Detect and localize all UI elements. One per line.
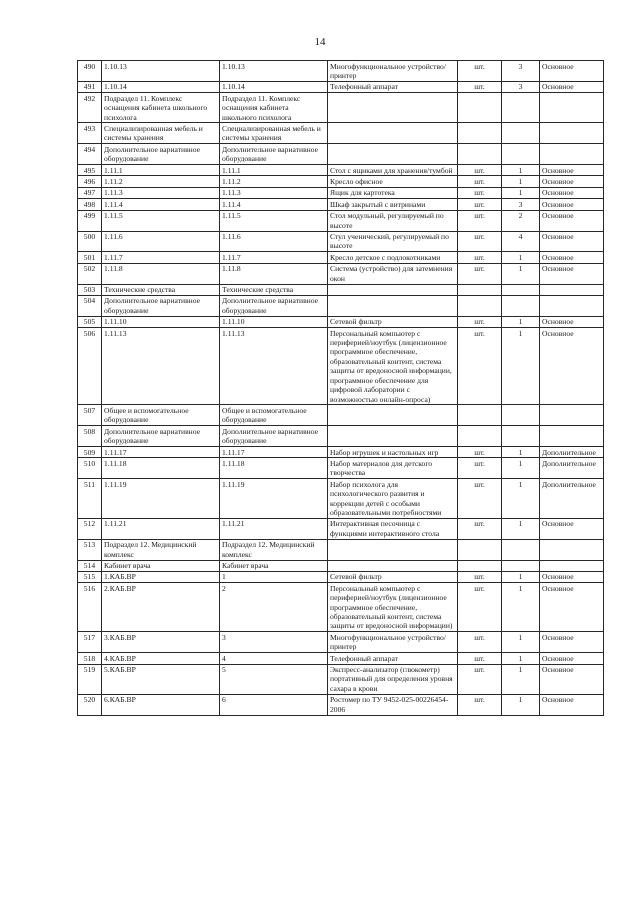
quantity-cell [502, 144, 540, 165]
table-row [78, 316, 604, 327]
row-number-cell: 517 [78, 632, 102, 653]
item-code-cell: 3 [220, 632, 328, 653]
section-code-cell: 1.10.14 [102, 81, 220, 92]
row-number-cell: 516 [78, 583, 102, 632]
quantity-cell [502, 560, 540, 571]
unit-cell [458, 295, 502, 316]
item-name-cell: Многофункциональное устройство/принтер [328, 632, 458, 653]
item-code-cell: 1.11.7 [220, 252, 328, 263]
table-row [78, 295, 604, 316]
table-row [78, 426, 604, 447]
category-cell [540, 123, 604, 144]
item-name-cell [328, 426, 458, 447]
category-cell: Основное [540, 653, 604, 664]
section-code-cell: 2.КАБ.ВР [102, 583, 220, 632]
unit-cell: шт. [458, 479, 502, 519]
section-code-cell: Дополнительное вариативное оборудование [102, 426, 220, 447]
section-code-cell: 1.11.13 [102, 328, 220, 405]
quantity-cell: 1 [502, 328, 540, 405]
row-number-cell: 498 [78, 199, 102, 210]
row-number-cell: 518 [78, 653, 102, 664]
table-row [78, 694, 604, 715]
section-code-cell: 5.КАБ.ВР [102, 664, 220, 694]
section-code-cell: 1.11.1 [102, 165, 220, 176]
table-row [78, 165, 604, 176]
item-name-cell: Сетевой фильтр [328, 316, 458, 327]
category-cell: Основное [540, 316, 604, 327]
item-name-cell: Персональный компьютер с периферией/ноутбук (лицензионное программное обеспечение, образовательный контент, система защиты от вредоносной информации, программное обеспечение для цифровой лаборатории с возможностью онлайн-опроса) [328, 328, 458, 405]
item-code-cell: 1.11.5 [220, 210, 328, 231]
table-row [78, 93, 604, 123]
unit-cell: шт. [458, 328, 502, 405]
category-cell: Основное [540, 176, 604, 187]
quantity-cell: 3 [502, 199, 540, 210]
table-row [78, 560, 604, 571]
section-code-cell: 1.11.4 [102, 199, 220, 210]
quantity-cell: 1 [502, 165, 540, 176]
table-row [78, 61, 604, 82]
section-code-cell: 1.11.7 [102, 252, 220, 263]
table-row [78, 123, 604, 144]
unit-cell [458, 144, 502, 165]
row-number-cell: 507 [78, 405, 102, 426]
category-cell: Основное [540, 263, 604, 284]
unit-cell: шт. [458, 210, 502, 231]
section-code-cell: Технические средства [102, 284, 220, 295]
unit-cell: шт. [458, 231, 502, 252]
unit-cell: шт. [458, 518, 502, 539]
item-name-cell: Кресло детское с подлокотниками [328, 252, 458, 263]
quantity-cell: 1 [502, 252, 540, 263]
item-code-cell: Дополнительное вариативное оборудование [220, 426, 328, 447]
category-cell: Основное [540, 252, 604, 263]
unit-cell [458, 560, 502, 571]
unit-cell [458, 93, 502, 123]
category-cell: Основное [540, 328, 604, 405]
quantity-cell: 1 [502, 479, 540, 519]
unit-cell [458, 284, 502, 295]
quantity-cell: 1 [502, 447, 540, 458]
quantity-cell [502, 405, 540, 426]
quantity-cell [502, 284, 540, 295]
section-code-cell: Дополнительное вариативное оборудование [102, 295, 220, 316]
quantity-cell: 3 [502, 81, 540, 92]
row-number-cell: 513 [78, 539, 102, 560]
section-code-cell: 1.11.10 [102, 316, 220, 327]
quantity-cell [502, 123, 540, 144]
unit-cell: шт. [458, 447, 502, 458]
quantity-cell: 1 [502, 653, 540, 664]
table-row [78, 518, 604, 539]
item-code-cell: 2 [220, 583, 328, 632]
unit-cell: шт. [458, 81, 502, 92]
row-number-cell: 519 [78, 664, 102, 694]
item-name-cell [328, 405, 458, 426]
row-number-cell: 491 [78, 81, 102, 92]
item-code-cell: Подраздел 12. Медицинский комплекс [220, 539, 328, 560]
category-cell: Основное [540, 583, 604, 632]
row-number-cell: 497 [78, 187, 102, 198]
row-number-cell: 490 [78, 61, 102, 82]
quantity-cell: 1 [502, 632, 540, 653]
table-row [78, 664, 604, 694]
section-code-cell: 1.10.13 [102, 61, 220, 82]
category-cell: Дополнительное [540, 479, 604, 519]
unit-cell [458, 123, 502, 144]
section-code-cell: Общее и вспомогательное оборудование [102, 405, 220, 426]
item-code-cell: 1.11.17 [220, 447, 328, 458]
unit-cell: шт. [458, 187, 502, 198]
row-number-cell: 501 [78, 252, 102, 263]
row-number-cell: 508 [78, 426, 102, 447]
unit-cell: шт. [458, 316, 502, 327]
table-row [78, 144, 604, 165]
quantity-cell [502, 539, 540, 560]
row-number-cell: 509 [78, 447, 102, 458]
row-number-cell: 495 [78, 165, 102, 176]
table-row [78, 231, 604, 252]
category-cell: Основное [540, 199, 604, 210]
item-code-cell: 1.11.8 [220, 263, 328, 284]
item-name-cell: Телефонный аппарат [328, 653, 458, 664]
category-cell [540, 426, 604, 447]
unit-cell: шт. [458, 263, 502, 284]
unit-cell: шт. [458, 632, 502, 653]
category-cell [540, 144, 604, 165]
item-code-cell: 1.10.13 [220, 61, 328, 82]
item-code-cell: Общее и вспомогательное оборудование [220, 405, 328, 426]
table-row [78, 458, 604, 479]
row-number-cell: 515 [78, 571, 102, 582]
item-name-cell: Шкаф закрытый с витринами [328, 199, 458, 210]
unit-cell: шт. [458, 694, 502, 715]
row-number-cell: 503 [78, 284, 102, 295]
item-name-cell: Набор материалов для детского творчества [328, 458, 458, 479]
table-row [78, 252, 604, 263]
category-cell: Основное [540, 231, 604, 252]
item-code-cell: Подраздел 11. Комплекс оснащения кабинета школьного психолога [220, 93, 328, 123]
item-name-cell [328, 295, 458, 316]
category-cell: Основное [540, 61, 604, 82]
section-code-cell: 4.КАБ.ВР [102, 653, 220, 664]
item-name-cell: Набор психолога для психологического развития и коррекции детей с особыми образовательными потребностями [328, 479, 458, 519]
unit-cell: шт. [458, 571, 502, 582]
row-number-cell: 505 [78, 316, 102, 327]
category-cell: Основное [540, 694, 604, 715]
section-code-cell: 1.11.5 [102, 210, 220, 231]
item-code-cell: 1.11.10 [220, 316, 328, 327]
unit-cell [458, 539, 502, 560]
row-number-cell: 511 [78, 479, 102, 519]
row-number-cell: 492 [78, 93, 102, 123]
item-name-cell: Ящик для картотека [328, 187, 458, 198]
item-name-cell: Система (устройство) для затемнения окон [328, 263, 458, 284]
item-name-cell: Ростомер по ТУ 9452-025-00226454-2006 [328, 694, 458, 715]
row-number-cell: 504 [78, 295, 102, 316]
category-cell: Основное [540, 518, 604, 539]
table-row [78, 328, 604, 405]
section-code-cell: 1.11.6 [102, 231, 220, 252]
table-row [78, 653, 604, 664]
section-code-cell: 3.КАБ.ВР [102, 632, 220, 653]
row-number-cell: 520 [78, 694, 102, 715]
section-code-cell: 1.11.2 [102, 176, 220, 187]
quantity-cell [502, 295, 540, 316]
quantity-cell [502, 426, 540, 447]
quantity-cell: 2 [502, 210, 540, 231]
section-code-cell: 1.11.18 [102, 458, 220, 479]
section-code-cell: 1.КАБ.ВР [102, 571, 220, 582]
quantity-cell: 3 [502, 61, 540, 82]
row-number-cell: 493 [78, 123, 102, 144]
item-code-cell: 6 [220, 694, 328, 715]
section-code-cell: 1.11.19 [102, 479, 220, 519]
item-name-cell: Стол модульный, регулируемый по высоте [328, 210, 458, 231]
table-row [78, 81, 604, 92]
category-cell [540, 284, 604, 295]
category-cell: Основное [540, 187, 604, 198]
category-cell: Основное [540, 165, 604, 176]
category-cell [540, 405, 604, 426]
item-name-cell [328, 284, 458, 295]
category-cell [540, 560, 604, 571]
table-row [78, 176, 604, 187]
quantity-cell: 1 [502, 316, 540, 327]
quantity-cell: 1 [502, 458, 540, 479]
item-name-cell [328, 560, 458, 571]
category-cell: Основное [540, 210, 604, 231]
unit-cell: шт. [458, 458, 502, 479]
unit-cell [458, 405, 502, 426]
item-name-cell [328, 144, 458, 165]
table-row [78, 447, 604, 458]
category-cell: Основное [540, 632, 604, 653]
quantity-cell: 1 [502, 583, 540, 632]
table-row [78, 583, 604, 632]
section-code-cell: 1.11.3 [102, 187, 220, 198]
item-name-cell: Кресло офисное [328, 176, 458, 187]
item-code-cell: 1.11.21 [220, 518, 328, 539]
quantity-cell: 1 [502, 187, 540, 198]
section-code-cell: Подраздел 11. Комплекс оснащения кабинета школьного психолога [102, 93, 220, 123]
row-number-cell: 510 [78, 458, 102, 479]
table-row [78, 210, 604, 231]
section-code-cell: Подраздел 12. Медицинский комплекс [102, 539, 220, 560]
equipment-table [77, 60, 604, 716]
section-code-cell: 6.КАБ.ВР [102, 694, 220, 715]
row-number-cell: 512 [78, 518, 102, 539]
unit-cell: шт. [458, 653, 502, 664]
row-number-cell: 500 [78, 231, 102, 252]
unit-cell: шт. [458, 252, 502, 263]
item-code-cell: 1.11.18 [220, 458, 328, 479]
item-name-cell [328, 539, 458, 560]
unit-cell: шт. [458, 61, 502, 82]
table-row [78, 405, 604, 426]
table-row [78, 263, 604, 284]
item-code-cell: Специализированная мебель и системы хранения [220, 123, 328, 144]
item-name-cell: Сетевой фильтр [328, 571, 458, 582]
equipment-table-body [78, 61, 604, 716]
unit-cell: шт. [458, 583, 502, 632]
table-row [78, 539, 604, 560]
item-name-cell: Набор игрушек и настольных игр [328, 447, 458, 458]
item-code-cell: 1.11.1 [220, 165, 328, 176]
item-name-cell: Экспресс-анализатор (глюкометр) портативный для определения уровня сахара в крови [328, 664, 458, 694]
row-number-cell: 502 [78, 263, 102, 284]
quantity-cell [502, 93, 540, 123]
quantity-cell: 1 [502, 664, 540, 694]
row-number-cell: 496 [78, 176, 102, 187]
unit-cell [458, 426, 502, 447]
category-cell [540, 539, 604, 560]
unit-cell: шт. [458, 165, 502, 176]
item-name-cell: Телефонный аппарат [328, 81, 458, 92]
category-cell: Дополнительное [540, 458, 604, 479]
row-number-cell: 499 [78, 210, 102, 231]
page-number: 14 [314, 36, 326, 48]
section-code-cell: 1.11.21 [102, 518, 220, 539]
quantity-cell: 1 [502, 176, 540, 187]
item-code-cell: 1.11.13 [220, 328, 328, 405]
category-cell: Основное [540, 664, 604, 694]
unit-cell: шт. [458, 199, 502, 210]
item-name-cell: Многофункциональное устройство/принтер [328, 61, 458, 82]
section-code-cell: Дополнительное вариативное оборудование [102, 144, 220, 165]
quantity-cell: 1 [502, 571, 540, 582]
table-row [78, 199, 604, 210]
item-code-cell: Кабинет врача [220, 560, 328, 571]
row-number-cell: 494 [78, 144, 102, 165]
row-number-cell: 514 [78, 560, 102, 571]
section-code-cell: 1.11.17 [102, 447, 220, 458]
section-code-cell: 1.11.8 [102, 263, 220, 284]
quantity-cell: 4 [502, 231, 540, 252]
category-cell: Дополнительное [540, 447, 604, 458]
unit-cell: шт. [458, 176, 502, 187]
item-code-cell: 4 [220, 653, 328, 664]
item-code-cell: 1.10.14 [220, 81, 328, 92]
item-code-cell: Дополнительное вариативное оборудование [220, 144, 328, 165]
item-code-cell: 1 [220, 571, 328, 582]
item-code-cell: 1.11.2 [220, 176, 328, 187]
item-code-cell: 1.11.4 [220, 199, 328, 210]
item-name-cell: Стул ученический, регулируемый по высоте [328, 231, 458, 252]
quantity-cell: 1 [502, 263, 540, 284]
unit-cell: шт. [458, 664, 502, 694]
category-cell [540, 93, 604, 123]
item-code-cell: Дополнительное вариативное оборудование [220, 295, 328, 316]
item-name-cell: Персональный компьютер с периферией/ноутбук (лицензионное программное обеспечение, образовательный контент, система защиты от вредоносной информации) [328, 583, 458, 632]
item-code-cell: 1.11.19 [220, 479, 328, 519]
category-cell: Основное [540, 571, 604, 582]
item-name-cell [328, 93, 458, 123]
section-code-cell: Кабинет врача [102, 560, 220, 571]
item-name-cell: Стол с ящиками для хранения/тумбой [328, 165, 458, 176]
table-row [78, 571, 604, 582]
item-code-cell: 1.11.3 [220, 187, 328, 198]
category-cell: Основное [540, 81, 604, 92]
table-row [78, 479, 604, 519]
quantity-cell: 1 [502, 694, 540, 715]
row-number-cell: 506 [78, 328, 102, 405]
item-code-cell: 5 [220, 664, 328, 694]
item-name-cell: Интерактивная песочница с функциями интерактивного стола [328, 518, 458, 539]
section-code-cell: Специализированная мебель и системы хранения [102, 123, 220, 144]
category-cell [540, 295, 604, 316]
table-row [78, 284, 604, 295]
table-row [78, 187, 604, 198]
item-name-cell [328, 123, 458, 144]
item-code-cell: Технические средства [220, 284, 328, 295]
table-row [78, 632, 604, 653]
item-code-cell: 1.11.6 [220, 231, 328, 252]
quantity-cell: 1 [502, 518, 540, 539]
